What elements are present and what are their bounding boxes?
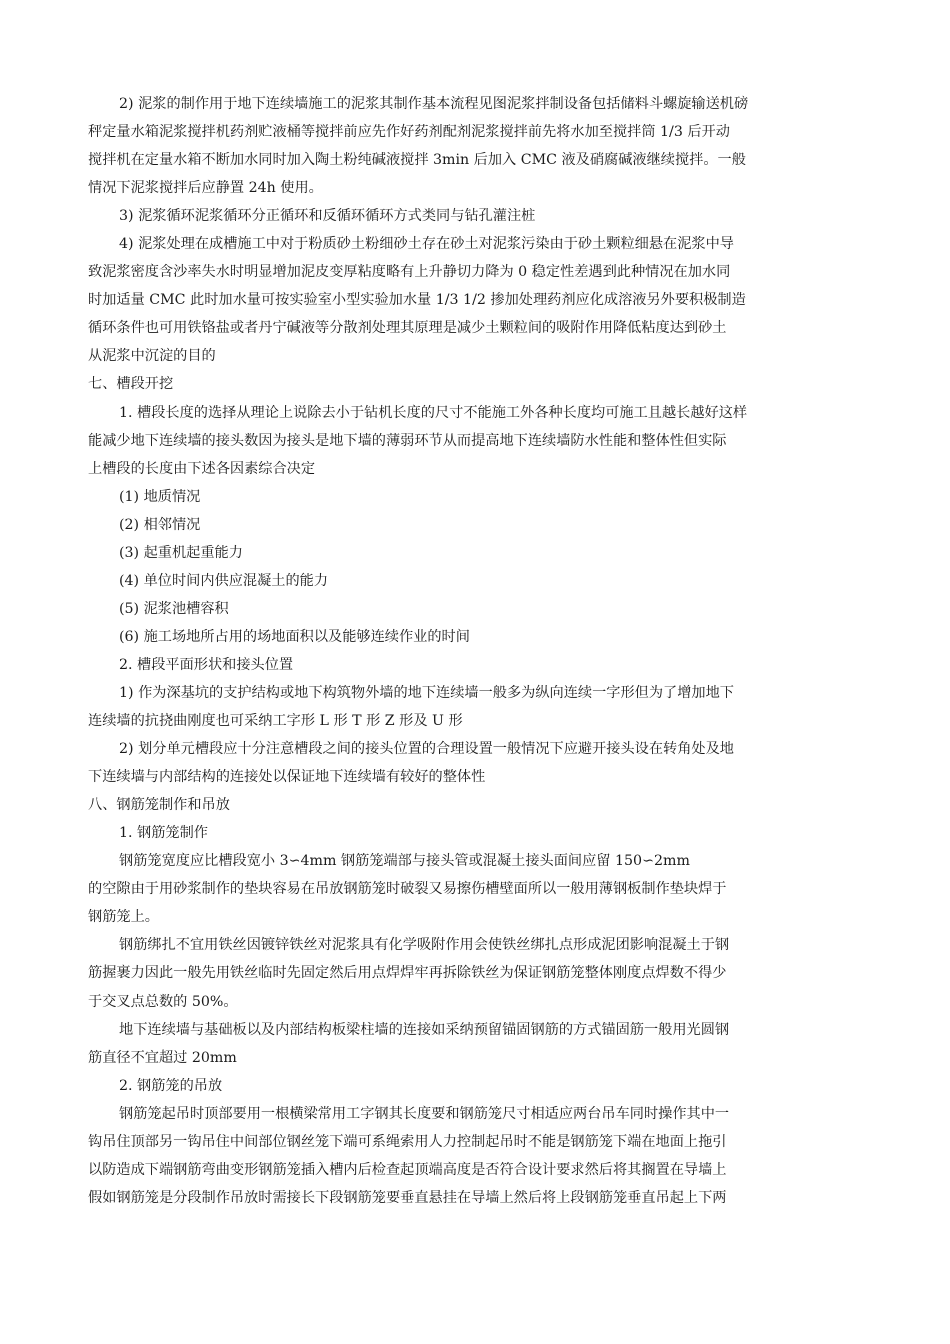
text-line: 2. 钢筋笼的吊放 bbox=[119, 1077, 223, 1094]
text-line: (3) 起重机起重能力 bbox=[119, 544, 243, 561]
text-line: 于交叉点总数的 50%。 bbox=[88, 993, 238, 1010]
text-line: 连续墙的抗挠曲刚度也可采纳工字形 L 形 T 形 Z 形及 U 形 bbox=[88, 713, 463, 730]
text-line: 钩吊住顶部另一钩吊住中间部位钢丝笼下端可系绳索用人力控制起吊时不能是钢筋笼下端在地面上拖引 bbox=[88, 1133, 727, 1150]
text-line: (2) 相邻情况 bbox=[119, 516, 201, 533]
text-line: (1) 地质情况 bbox=[119, 488, 201, 505]
section-heading: 八、钢筋笼制作和吊放 bbox=[88, 797, 230, 814]
text-line: 2) 泥浆的制作用于地下连续墙施工的泥浆其制作基本流程见图泥浆拌制设备包括储料斗螺旋输送机磅 bbox=[119, 96, 749, 112]
text-line: 时加适量 CMC 此时加水量可按实验室小型实验加水量 1/3 1/2 掺加处理药剂应化成溶液另外要积极制造 bbox=[88, 292, 746, 309]
text-line: 致泥浆密度含沙率失水时明显增加泥皮变厚粘度略有上升静切力降为 0 稳定性差遇到此种情况在加水同 bbox=[88, 264, 731, 281]
text-line: 2. 槽段平面形状和接头位置 bbox=[119, 656, 294, 673]
text-line: 筋直径不宜超过 20mm bbox=[88, 1049, 237, 1066]
text-line: 钢筋笼上。 bbox=[88, 909, 159, 926]
text-line: 能减少地下连续墙的接头数因为接头是地下墙的薄弱环节从而提高地下连续墙防水性能和整体性但实际 bbox=[88, 432, 727, 449]
text-line: 1) 作为深基坑的支护结构或地下构筑物外墙的地下连续墙一般多为纵向连续一字形但为了增加地下 bbox=[119, 684, 734, 701]
text-line: 1. 钢筋笼制作 bbox=[119, 825, 208, 842]
text-line: 4) 泥浆处理在成槽施工中对于粉质砂土粉细砂土存在砂土对泥浆污染由于砂土颗粒细悬在泥浆中导 bbox=[119, 236, 734, 253]
text-line: 钢筋笼宽度应比槽段宽小 3∽4mm 钢筋笼端部与接头管或混凝土接头面间应留 150∽2mm bbox=[119, 853, 690, 870]
text-line: 地下连续墙与基础板以及内部结构板梁柱墙的连接如采纳预留锚固钢筋的方式锚固筋一般用光圆钢 bbox=[119, 1021, 730, 1038]
text-line: 假如钢筋笼是分段制作吊放时需接长下段钢筋笼要垂直悬挂在导墙上然后将上段钢筋笼垂直吊起上下两 bbox=[88, 1189, 727, 1206]
text-line: 下连续墙与内部结构的连接处以保证地下连续墙有较好的整体性 bbox=[88, 769, 486, 786]
text-line: 筋握裹力因此一般先用铁丝临时先固定然后用点焊焊牢再拆除铁丝为保证钢筋笼整体刚度点焊数不得少 bbox=[88, 965, 727, 982]
text-line: 2) 划分单元槽段应十分注意槽段之间的接头位置的合理设置一般情况下应避开接头设在转角处及地 bbox=[119, 741, 734, 758]
text-line: 的空隙由于用砂浆制作的垫块容易在吊放钢筋笼时破裂又易擦伤槽壁面所以一般用薄钢板制作垫块焊于 bbox=[88, 881, 727, 898]
text-line: (6) 施工场地所占用的场地面积以及能够连续作业的时间 bbox=[119, 628, 470, 645]
section-heading: 七、槽段开挖 bbox=[88, 376, 174, 393]
text-line: 钢筋笼起吊时顶部要用一根横梁常用工字钢其长度要和钢筋笼尺寸相适应两台吊车同时操作其中一 bbox=[119, 1105, 730, 1122]
text-line: 上槽段的长度由下述各因素综合决定 bbox=[88, 460, 316, 477]
text-line: 情况下泥浆搅拌后应静置 24h 使用。 bbox=[88, 180, 323, 197]
text-line: 循环条件也可用铁铬盐或者丹宁碱液等分散剂处理其原理是减少土颗粒间的吸附作用降低粘度达到砂土 bbox=[88, 320, 727, 337]
text-line: 钢筋绑扎不宜用铁丝因镀锌铁丝对泥浆具有化学吸附作用会使铁丝绑扎点形成泥团影响混凝土于钢 bbox=[119, 937, 730, 954]
text-line: 秤定量水箱泥浆搅拌机药剂贮液桶等搅拌前应先作好药剂配剂泥浆搅拌前先将水加至搅拌筒 1/3 后开动 bbox=[88, 124, 730, 141]
text-line: 搅拌机在定量水箱不断加水同时加入陶土粉纯碱液搅拌 3min 后加入 CMC 液及硝腐碱液继续搅拌。一般 bbox=[88, 152, 746, 169]
text-line: 从泥浆中沉淀的目的 bbox=[88, 348, 216, 365]
text-line: (5) 泥浆池槽容积 bbox=[119, 600, 229, 617]
text-line: (4) 单位时间内供应混凝土的能力 bbox=[119, 572, 329, 589]
text-line: 1. 槽段长度的选择从理论上说除去小于钻机长度的尺寸不能施工外各种长度均可施工且越长越好这样 bbox=[119, 404, 748, 421]
document-body bbox=[88, 90, 878, 1212]
text-line: 3) 泥浆循环泥浆循环分正循环和反循环循环方式类同与钻孔灌注桩 bbox=[119, 208, 536, 225]
text-line: 以防造成下端钢筋弯曲变形钢筋笼插入槽内后检查起顶端高度是否符合设计要求然后将其搁置在导墙上 bbox=[88, 1161, 727, 1178]
